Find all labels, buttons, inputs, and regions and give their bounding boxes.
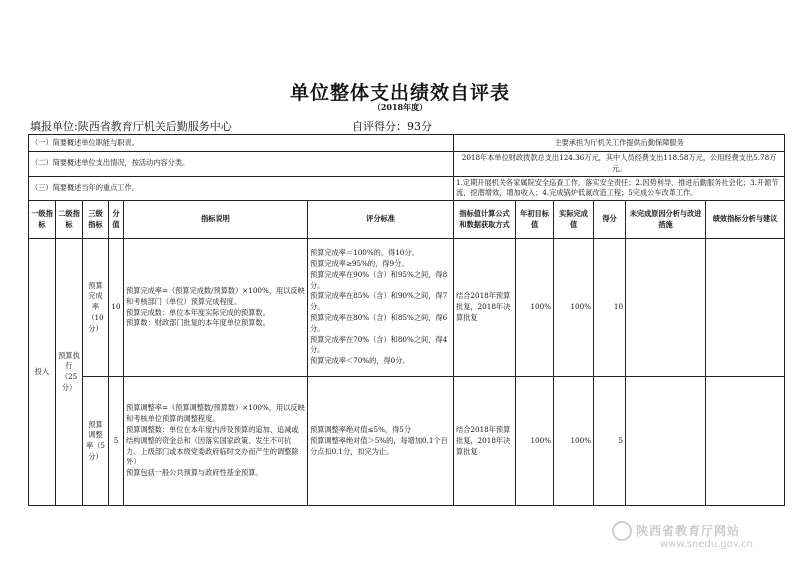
method-cell: 结合2018年预算批复，2018年决算批复 [454, 377, 516, 506]
table-row [29, 239, 785, 377]
column-header-row [29, 201, 785, 239]
summary-value: 1.定期开展机关各家属院安全巡查工作，落实安全责任；2.因势利导，推进后勤服务社会化；3.开源节流，挖潜增效，增加收入；4.完成锅炉低氮改造工程；5完成公车改革工作。 [454, 176, 785, 201]
header-method: 指标值计算公式和数据获取方式 [454, 201, 516, 239]
summary-row [29, 176, 785, 201]
target-cell: 100% [516, 377, 554, 506]
header-score: 得分 [594, 201, 626, 239]
header-level3: 三级指标 [83, 201, 109, 239]
summary-label: （一）简要概述单位职能与职责。 [29, 135, 454, 152]
description-cell: 预算调整率=（预算调整数/预算数）×100%，用以反映和考核单位预算的调整程度。 预算调整数：单位在本年度内涉及预算的追加、追减或结构调整的资金总和（因落实国家政策、发生不可抗力、上级部门或本级党委政府临时交办而产生的调整除外） 预算包括一般公共预算与政府性基金预算。 [124, 377, 308, 506]
weight-cell: 10 [109, 239, 124, 377]
score-cell: 5 [594, 377, 626, 506]
self-evaluation-score: 自评得分：93分 [352, 120, 432, 133]
header-level2: 二级指标 [56, 201, 83, 239]
summary-row [29, 135, 785, 152]
actual-cell: 100% [554, 377, 594, 506]
site-logo-icon [612, 521, 632, 541]
level2-cell: 预算执行（25分） [56, 239, 83, 506]
summary-value: 2018年本单位财政拨款总支出124.36万元，其中人员经费支出118.58万元，公用经费支出5.78万元。 [454, 152, 785, 177]
method-cell: 结合2018年预算批复，2018年决算批复 [454, 239, 516, 377]
summary-row [29, 152, 785, 177]
watermark [636, 522, 753, 550]
header-target: 年初目标值 [516, 201, 554, 239]
header-actual: 实际完成值 [554, 201, 594, 239]
evaluation-table [28, 134, 785, 506]
level3-cell: 预算调整率（5分） [83, 377, 109, 506]
filling-unit: 填报单位:陕西省教育厅机关后勤服务中心 [30, 120, 232, 133]
suggestion-cell [706, 377, 785, 506]
summary-label: （二）简要概述单位支出情况，按活动内容分类。 [29, 152, 454, 177]
header-level1: 一级指标 [29, 201, 56, 239]
level1-cell: 投入 [29, 239, 56, 506]
description-cell: 预算完成率=（预算完成数/预算数）×100%，用以反映和考核部门（单位）预算完成程度。 预算完成数：单位本年度实际完成的预算数。 预算数：财政部门批复的本年度单位预算数。 [124, 239, 308, 377]
criteria-cell: 预算调整率绝对值≤5%，得5分 预算调整率绝对值＞5%的，每增加0.1个百分点扣0.1分，扣完为止。 [308, 377, 454, 506]
level3-cell: 预算完成率（10分） [83, 239, 109, 377]
summary-value: 主要承担为厅机关工作提供后勤保障服务 [454, 135, 785, 152]
header-analysis: 未完成原因分析与改进措施 [626, 201, 706, 239]
suggestion-cell [706, 239, 785, 377]
analysis-cell [626, 377, 706, 506]
report-year: （2018年度） [372, 102, 428, 112]
header-weight: 分值 [109, 201, 124, 239]
target-cell: 100% [516, 239, 554, 377]
weight-cell: 5 [109, 377, 124, 506]
header-description: 指标说明 [124, 201, 308, 239]
header-criteria: 评分标准 [308, 201, 454, 239]
watermark-site-name: 陕西省教育厅网站 [636, 524, 741, 538]
page-title: 单位整体支出绩效自评表 [289, 82, 510, 104]
criteria-cell: 预算完成率＝100%的，得10分。 预算完成率≥95%的，得9分。 预算完成率在90%（含）和95%之间，得8分。 预算完成率在85%（含）和90%之间，得7分。 预算完成率在80%（含）和85%之间，得6分。 预算完成率在70%（含）和80%之间，得4分。 预算完成率＜70%的，得0分。 [308, 239, 454, 377]
score-cell: 10 [594, 239, 626, 377]
watermark-url: www.snedu.gov.cn [660, 539, 753, 550]
header-suggestion: 绩效指标分析与建议 [706, 201, 785, 239]
analysis-cell [626, 239, 706, 377]
actual-cell: 100% [554, 239, 594, 377]
summary-label: （三）简要概述当年的重点工作。 [29, 176, 454, 201]
table-row [29, 377, 785, 506]
